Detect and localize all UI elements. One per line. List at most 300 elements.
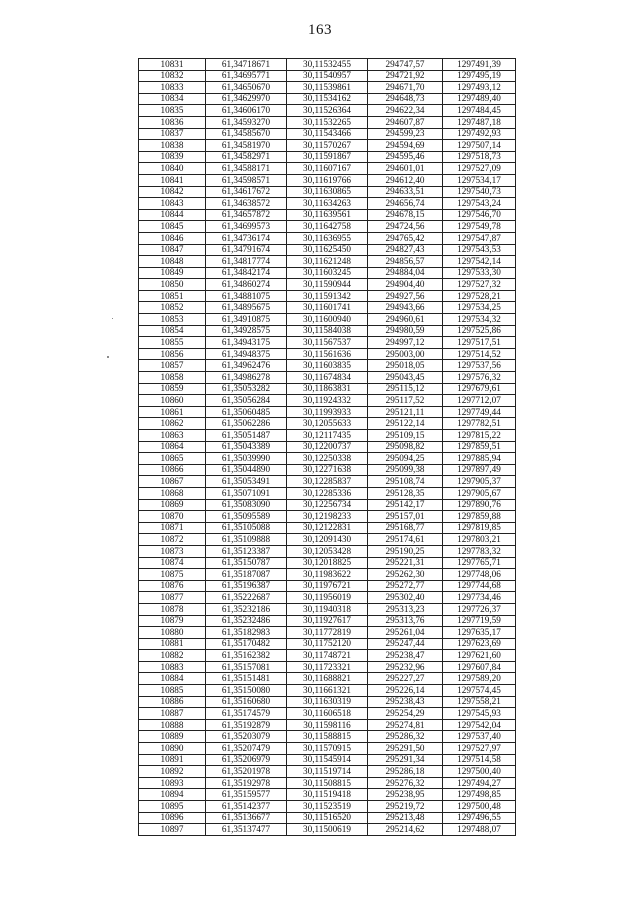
point-number-cell: 10893 <box>139 777 206 789</box>
point-number-cell: 10870 <box>139 511 206 523</box>
point-number-cell: 10897 <box>139 824 206 836</box>
longitude-cell: 30,12250338 <box>287 453 368 465</box>
y-coordinate-cell: 1297543,24 <box>443 198 516 210</box>
point-number-cell: 10837 <box>139 128 206 140</box>
latitude-cell: 61,35192879 <box>206 719 287 731</box>
latitude-cell: 61,34718671 <box>206 59 287 71</box>
latitude-cell: 61,35170482 <box>206 638 287 650</box>
x-coordinate-cell: 295227,27 <box>368 673 443 685</box>
longitude-cell: 30,11516520 <box>287 812 368 824</box>
table-row <box>139 731 516 743</box>
longitude-cell: 30,11601741 <box>287 302 368 314</box>
point-number-cell: 10889 <box>139 731 206 743</box>
latitude-cell: 61,35159577 <box>206 789 287 801</box>
latitude-cell: 61,35095589 <box>206 511 287 523</box>
point-number-cell: 10875 <box>139 569 206 581</box>
x-coordinate-cell: 294601,01 <box>368 163 443 175</box>
y-coordinate-cell: 1297744,68 <box>443 580 516 592</box>
latitude-cell: 61,34581970 <box>206 140 287 152</box>
longitude-cell: 30,11561636 <box>287 348 368 360</box>
table-row <box>139 696 516 708</box>
longitude-cell: 30,11956019 <box>287 592 368 604</box>
y-coordinate-cell: 1297527,09 <box>443 163 516 175</box>
x-coordinate-cell: 295094,25 <box>368 453 443 465</box>
table-row <box>139 174 516 186</box>
longitude-cell: 30,12053428 <box>287 545 368 557</box>
longitude-cell: 30,11532455 <box>287 59 368 71</box>
longitude-cell: 30,12200737 <box>287 441 368 453</box>
x-coordinate-cell: 294856,57 <box>368 256 443 268</box>
table-row <box>139 302 516 314</box>
point-number-cell: 10876 <box>139 580 206 592</box>
point-number-cell: 10839 <box>139 151 206 163</box>
latitude-cell: 61,35192978 <box>206 777 287 789</box>
y-coordinate-cell: 1297726,37 <box>443 603 516 615</box>
point-number-cell: 10852 <box>139 302 206 314</box>
longitude-cell: 30,12122831 <box>287 522 368 534</box>
table-row <box>139 569 516 581</box>
x-coordinate-cell: 294960,61 <box>368 314 443 326</box>
point-number-cell: 10865 <box>139 453 206 465</box>
latitude-cell: 61,34736174 <box>206 232 287 244</box>
point-number-cell: 10843 <box>139 198 206 210</box>
y-coordinate-cell: 1297734,46 <box>443 592 516 604</box>
point-number-cell: 10851 <box>139 290 206 302</box>
x-coordinate-cell: 295226,14 <box>368 685 443 697</box>
latitude-cell: 61,35222687 <box>206 592 287 604</box>
longitude-cell: 30,11630319 <box>287 696 368 708</box>
longitude-cell: 30,11567537 <box>287 337 368 349</box>
point-number-cell: 10884 <box>139 673 206 685</box>
latitude-cell: 61,35053282 <box>206 383 287 395</box>
y-coordinate-cell: 1297527,97 <box>443 743 516 755</box>
x-coordinate-cell: 295262,30 <box>368 569 443 581</box>
point-number-cell: 10891 <box>139 754 206 766</box>
latitude-cell: 61,34943175 <box>206 337 287 349</box>
latitude-cell: 61,34582971 <box>206 151 287 163</box>
table-row <box>139 314 516 326</box>
x-coordinate-cell: 294599,23 <box>368 128 443 140</box>
table-row <box>139 603 516 615</box>
longitude-cell: 30,11621248 <box>287 256 368 268</box>
y-coordinate-cell: 1297679,61 <box>443 383 516 395</box>
latitude-cell: 61,35187087 <box>206 569 287 581</box>
longitude-cell: 30,11545914 <box>287 754 368 766</box>
y-coordinate-cell: 1297885,94 <box>443 453 516 465</box>
table-row <box>139 824 516 836</box>
point-number-cell: 10848 <box>139 256 206 268</box>
y-coordinate-cell: 1297783,32 <box>443 545 516 557</box>
point-number-cell: 10872 <box>139 534 206 546</box>
x-coordinate-cell: 295254,29 <box>368 708 443 720</box>
latitude-cell: 61,34598571 <box>206 174 287 186</box>
y-coordinate-cell: 1297528,21 <box>443 290 516 302</box>
point-number-cell: 10861 <box>139 406 206 418</box>
longitude-cell: 30,11772819 <box>287 627 368 639</box>
longitude-cell: 30,11976721 <box>287 580 368 592</box>
x-coordinate-cell: 294943,66 <box>368 302 443 314</box>
point-number-cell: 10895 <box>139 801 206 813</box>
table-row <box>139 151 516 163</box>
point-number-cell: 10860 <box>139 395 206 407</box>
longitude-cell: 30,11591342 <box>287 290 368 302</box>
x-coordinate-cell: 294612,40 <box>368 174 443 186</box>
y-coordinate-cell: 1297494,27 <box>443 777 516 789</box>
x-coordinate-cell: 295302,40 <box>368 592 443 604</box>
latitude-cell: 61,34817774 <box>206 256 287 268</box>
x-coordinate-cell: 295157,01 <box>368 511 443 523</box>
point-number-cell: 10831 <box>139 59 206 71</box>
point-number-cell: 10838 <box>139 140 206 152</box>
y-coordinate-cell: 1297819,85 <box>443 522 516 534</box>
longitude-cell: 30,11636955 <box>287 232 368 244</box>
x-coordinate-cell: 295098,82 <box>368 441 443 453</box>
point-number-cell: 10892 <box>139 766 206 778</box>
y-coordinate-cell: 1297549,78 <box>443 221 516 233</box>
longitude-cell: 30,12285336 <box>287 487 368 499</box>
table-row <box>139 673 516 685</box>
longitude-cell: 30,11519714 <box>287 766 368 778</box>
table-row <box>139 511 516 523</box>
longitude-cell: 30,11752120 <box>287 638 368 650</box>
table-row <box>139 743 516 755</box>
latitude-cell: 61,34928575 <box>206 325 287 337</box>
y-coordinate-cell: 1297546,70 <box>443 209 516 221</box>
longitude-cell: 30,11532265 <box>287 116 368 128</box>
latitude-cell: 61,35162382 <box>206 650 287 662</box>
point-number-cell: 10856 <box>139 348 206 360</box>
point-number-cell: 10849 <box>139 267 206 279</box>
longitude-cell: 30,11606518 <box>287 708 368 720</box>
x-coordinate-cell: 294904,40 <box>368 279 443 291</box>
point-number-cell: 10879 <box>139 615 206 627</box>
latitude-cell: 61,35039990 <box>206 453 287 465</box>
latitude-cell: 61,35203079 <box>206 731 287 743</box>
latitude-cell: 61,34638572 <box>206 198 287 210</box>
longitude-cell: 30,11607167 <box>287 163 368 175</box>
table-row <box>139 754 516 766</box>
x-coordinate-cell: 294656,74 <box>368 198 443 210</box>
x-coordinate-cell: 295213,48 <box>368 812 443 824</box>
table-row <box>139 267 516 279</box>
y-coordinate-cell: 1297534,25 <box>443 302 516 314</box>
y-coordinate-cell: 1297500,40 <box>443 766 516 778</box>
y-coordinate-cell: 1297782,51 <box>443 418 516 430</box>
x-coordinate-cell: 294678,15 <box>368 209 443 221</box>
latitude-cell: 61,35136677 <box>206 812 287 824</box>
longitude-cell: 30,11598116 <box>287 719 368 731</box>
x-coordinate-cell: 295117,52 <box>368 395 443 407</box>
longitude-cell: 30,11591867 <box>287 151 368 163</box>
y-coordinate-cell: 1297514,58 <box>443 754 516 766</box>
y-coordinate-cell: 1297897,49 <box>443 464 516 476</box>
y-coordinate-cell: 1297607,84 <box>443 661 516 673</box>
point-number-cell: 10840 <box>139 163 206 175</box>
coordinates-table-body <box>139 59 516 836</box>
longitude-cell: 30,11625450 <box>287 244 368 256</box>
x-coordinate-cell: 295121,11 <box>368 406 443 418</box>
y-coordinate-cell: 1297635,17 <box>443 627 516 639</box>
latitude-cell: 61,34962476 <box>206 360 287 372</box>
longitude-cell: 30,12117435 <box>287 430 368 442</box>
longitude-cell: 30,11723321 <box>287 661 368 673</box>
longitude-cell: 30,12055633 <box>287 418 368 430</box>
latitude-cell: 61,34842174 <box>206 267 287 279</box>
y-coordinate-cell: 1297748,06 <box>443 569 516 581</box>
latitude-cell: 61,35123387 <box>206 545 287 557</box>
longitude-cell: 30,11639561 <box>287 209 368 221</box>
latitude-cell: 61,35053491 <box>206 476 287 488</box>
y-coordinate-cell: 1297496,55 <box>443 812 516 824</box>
y-coordinate-cell: 1297859,88 <box>443 511 516 523</box>
table-row <box>139 116 516 128</box>
x-coordinate-cell: 295109,15 <box>368 430 443 442</box>
y-coordinate-cell: 1297547,87 <box>443 232 516 244</box>
x-coordinate-cell: 295219,72 <box>368 801 443 813</box>
y-coordinate-cell: 1297488,07 <box>443 824 516 836</box>
point-number-cell: 10869 <box>139 499 206 511</box>
point-number-cell: 10890 <box>139 743 206 755</box>
y-coordinate-cell: 1297487,18 <box>443 116 516 128</box>
x-coordinate-cell: 295128,35 <box>368 487 443 499</box>
longitude-cell: 30,11584038 <box>287 325 368 337</box>
point-number-cell: 10864 <box>139 441 206 453</box>
y-coordinate-cell: 1297489,40 <box>443 93 516 105</box>
longitude-cell: 30,11600940 <box>287 314 368 326</box>
latitude-cell: 61,35044890 <box>206 464 287 476</box>
longitude-cell: 30,11540957 <box>287 70 368 82</box>
table-row <box>139 128 516 140</box>
latitude-cell: 61,34699573 <box>206 221 287 233</box>
x-coordinate-cell: 294997,12 <box>368 337 443 349</box>
point-number-cell: 10854 <box>139 325 206 337</box>
latitude-cell: 61,35232486 <box>206 615 287 627</box>
table-row <box>139 186 516 198</box>
y-coordinate-cell: 1297517,51 <box>443 337 516 349</box>
latitude-cell: 61,35043389 <box>206 441 287 453</box>
table-row <box>139 337 516 349</box>
latitude-cell: 61,34629970 <box>206 93 287 105</box>
y-coordinate-cell: 1297803,21 <box>443 534 516 546</box>
point-number-cell: 10836 <box>139 116 206 128</box>
table-row <box>139 290 516 302</box>
table-row <box>139 777 516 789</box>
point-number-cell: 10833 <box>139 82 206 94</box>
latitude-cell: 61,35157081 <box>206 661 287 673</box>
x-coordinate-cell: 295214,62 <box>368 824 443 836</box>
longitude-cell: 30,12256734 <box>287 499 368 511</box>
point-number-cell: 10834 <box>139 93 206 105</box>
point-number-cell: 10878 <box>139 603 206 615</box>
longitude-cell: 30,11603835 <box>287 360 368 372</box>
latitude-cell: 61,34881075 <box>206 290 287 302</box>
longitude-cell: 30,11523519 <box>287 801 368 813</box>
point-number-cell: 10842 <box>139 186 206 198</box>
table-row <box>139 557 516 569</box>
latitude-cell: 61,35062286 <box>206 418 287 430</box>
table-row <box>139 650 516 662</box>
point-number-cell: 10855 <box>139 337 206 349</box>
point-number-cell: 10863 <box>139 430 206 442</box>
table-row <box>139 522 516 534</box>
point-number-cell: 10880 <box>139 627 206 639</box>
x-coordinate-cell: 295238,43 <box>368 696 443 708</box>
x-coordinate-cell: 294648,73 <box>368 93 443 105</box>
point-number-cell: 10845 <box>139 221 206 233</box>
latitude-cell: 61,35174579 <box>206 708 287 720</box>
table-row <box>139 453 516 465</box>
longitude-cell: 30,11619766 <box>287 174 368 186</box>
longitude-cell: 30,11863831 <box>287 383 368 395</box>
y-coordinate-cell: 1297507,14 <box>443 140 516 152</box>
table-row <box>139 801 516 813</box>
longitude-cell: 30,11590944 <box>287 279 368 291</box>
y-coordinate-cell: 1297574,45 <box>443 685 516 697</box>
point-number-cell: 10881 <box>139 638 206 650</box>
table-row <box>139 499 516 511</box>
point-number-cell: 10883 <box>139 661 206 673</box>
longitude-cell: 30,11570915 <box>287 743 368 755</box>
latitude-cell: 61,34948375 <box>206 348 287 360</box>
latitude-cell: 61,34650670 <box>206 82 287 94</box>
y-coordinate-cell: 1297859,51 <box>443 441 516 453</box>
y-coordinate-cell: 1297533,30 <box>443 267 516 279</box>
longitude-cell: 30,11983622 <box>287 569 368 581</box>
longitude-cell: 30,11661321 <box>287 685 368 697</box>
latitude-cell: 61,35207479 <box>206 743 287 755</box>
latitude-cell: 61,34910875 <box>206 314 287 326</box>
table-row <box>139 685 516 697</box>
y-coordinate-cell: 1297712,07 <box>443 395 516 407</box>
table-row <box>139 105 516 117</box>
y-coordinate-cell: 1297543,53 <box>443 244 516 256</box>
x-coordinate-cell: 295274,81 <box>368 719 443 731</box>
x-coordinate-cell: 295232,96 <box>368 661 443 673</box>
x-coordinate-cell: 295190,25 <box>368 545 443 557</box>
longitude-cell: 30,11993933 <box>287 406 368 418</box>
table-row <box>139 580 516 592</box>
latitude-cell: 61,34606170 <box>206 105 287 117</box>
point-number-cell: 10887 <box>139 708 206 720</box>
latitude-cell: 61,34657872 <box>206 209 287 221</box>
table-row <box>139 383 516 395</box>
x-coordinate-cell: 295221,31 <box>368 557 443 569</box>
table-row <box>139 232 516 244</box>
table-row <box>139 221 516 233</box>
table-row <box>139 163 516 175</box>
latitude-cell: 61,35182983 <box>206 627 287 639</box>
longitude-cell: 30,11543466 <box>287 128 368 140</box>
x-coordinate-cell: 295018,05 <box>368 360 443 372</box>
y-coordinate-cell: 1297534,17 <box>443 174 516 186</box>
longitude-cell: 30,12271638 <box>287 464 368 476</box>
y-coordinate-cell: 1297576,32 <box>443 372 516 384</box>
y-coordinate-cell: 1297905,37 <box>443 476 516 488</box>
longitude-cell: 30,11603245 <box>287 267 368 279</box>
table-row <box>139 441 516 453</box>
point-number-cell: 10853 <box>139 314 206 326</box>
x-coordinate-cell: 295313,23 <box>368 603 443 615</box>
point-number-cell: 10885 <box>139 685 206 697</box>
x-coordinate-cell: 295142,17 <box>368 499 443 511</box>
table-row <box>139 545 516 557</box>
latitude-cell: 61,34860274 <box>206 279 287 291</box>
latitude-cell: 61,35232186 <box>206 603 287 615</box>
x-coordinate-cell: 295099,38 <box>368 464 443 476</box>
x-coordinate-cell: 294884,04 <box>368 267 443 279</box>
latitude-cell: 61,35137477 <box>206 824 287 836</box>
table-row <box>139 708 516 720</box>
scan-speck <box>107 356 109 358</box>
table-row <box>139 789 516 801</box>
y-coordinate-cell: 1297534,32 <box>443 314 516 326</box>
table-row <box>139 627 516 639</box>
latitude-cell: 61,35201978 <box>206 766 287 778</box>
point-number-cell: 10877 <box>139 592 206 604</box>
table-row <box>139 766 516 778</box>
latitude-cell: 61,34986278 <box>206 372 287 384</box>
y-coordinate-cell: 1297623,69 <box>443 638 516 650</box>
point-number-cell: 10868 <box>139 487 206 499</box>
longitude-cell: 30,12285837 <box>287 476 368 488</box>
latitude-cell: 61,35142377 <box>206 801 287 813</box>
latitude-cell: 61,34617672 <box>206 186 287 198</box>
point-number-cell: 10874 <box>139 557 206 569</box>
table-row <box>139 812 516 824</box>
x-coordinate-cell: 295168,77 <box>368 522 443 534</box>
point-number-cell: 10859 <box>139 383 206 395</box>
longitude-cell: 30,11519418 <box>287 789 368 801</box>
y-coordinate-cell: 1297540,73 <box>443 186 516 198</box>
x-coordinate-cell: 295238,47 <box>368 650 443 662</box>
x-coordinate-cell: 295115,12 <box>368 383 443 395</box>
longitude-cell: 30,12018825 <box>287 557 368 569</box>
latitude-cell: 61,34588171 <box>206 163 287 175</box>
x-coordinate-cell: 295313,76 <box>368 615 443 627</box>
y-coordinate-cell: 1297905,67 <box>443 487 516 499</box>
point-number-cell: 10858 <box>139 372 206 384</box>
longitude-cell: 30,11526364 <box>287 105 368 117</box>
point-number-cell: 10862 <box>139 418 206 430</box>
y-coordinate-cell: 1297558,21 <box>443 696 516 708</box>
x-coordinate-cell: 294595,46 <box>368 151 443 163</box>
longitude-cell: 30,11539861 <box>287 82 368 94</box>
longitude-cell: 30,11508815 <box>287 777 368 789</box>
table-row <box>139 487 516 499</box>
point-number-cell: 10888 <box>139 719 206 731</box>
point-number-cell: 10894 <box>139 789 206 801</box>
latitude-cell: 61,35105088 <box>206 522 287 534</box>
x-coordinate-cell: 295286,18 <box>368 766 443 778</box>
latitude-cell: 61,35060485 <box>206 406 287 418</box>
point-number-cell: 10896 <box>139 812 206 824</box>
x-coordinate-cell: 295174,61 <box>368 534 443 546</box>
table-row <box>139 256 516 268</box>
latitude-cell: 61,35071091 <box>206 487 287 499</box>
longitude-cell: 30,11570267 <box>287 140 368 152</box>
x-coordinate-cell: 295276,32 <box>368 777 443 789</box>
latitude-cell: 61,34895675 <box>206 302 287 314</box>
y-coordinate-cell: 1297495,19 <box>443 70 516 82</box>
point-number-cell: 10886 <box>139 696 206 708</box>
page-number: 163 <box>308 22 332 38</box>
latitude-cell: 61,34695771 <box>206 70 287 82</box>
longitude-cell: 30,11688821 <box>287 673 368 685</box>
table-row <box>139 430 516 442</box>
latitude-cell: 61,35151481 <box>206 673 287 685</box>
scan-speck <box>112 318 113 319</box>
y-coordinate-cell: 1297621,60 <box>443 650 516 662</box>
